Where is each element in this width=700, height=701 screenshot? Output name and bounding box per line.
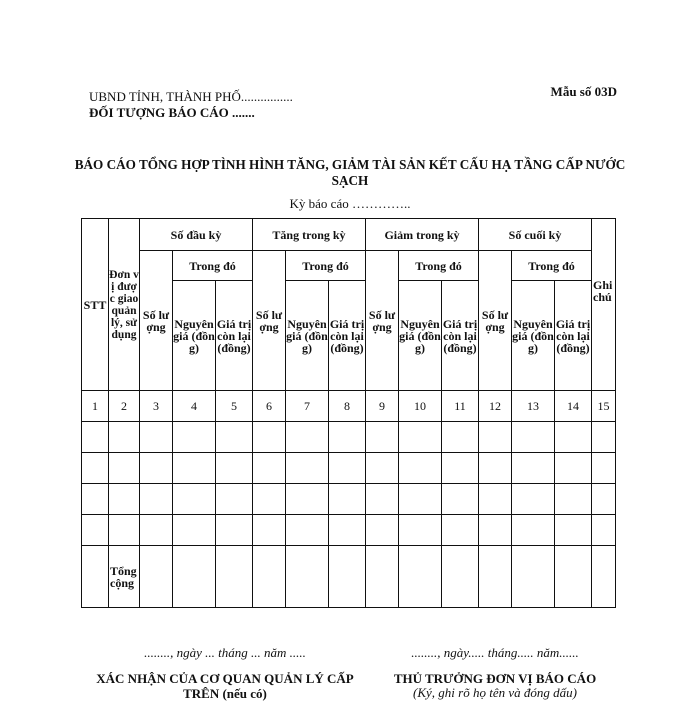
column-number: 10	[399, 391, 442, 422]
col-header-remaining-value-3: Giá trị còn lại (đồng)	[442, 281, 479, 391]
subheader-of-which-2: Trong đó	[286, 251, 366, 281]
column-number: 6	[253, 391, 286, 422]
subheader-of-which-4: Trong đó	[512, 251, 592, 281]
col-header-quantity-1: Số lượng	[140, 251, 173, 391]
col-header-note: Ghi chú	[592, 219, 616, 391]
total-label: Tổng cộng	[109, 546, 140, 608]
head-of-unit-title: THỦ TRƯỞNG ĐƠN VỊ BÁO CÁO	[393, 671, 597, 686]
form-number: Mẫu số 03D	[550, 84, 617, 99]
header-row-subgroups	[82, 251, 616, 281]
group-header-decrease: Giảm trong kỳ	[366, 219, 479, 251]
col-header-original-price-1: Nguyên giá (đồng)	[173, 281, 216, 391]
column-number: 11	[442, 391, 479, 422]
column-number: 12	[479, 391, 512, 422]
total-row	[82, 546, 616, 608]
col-header-quantity-2: Số lượng	[253, 251, 286, 391]
col-header-unit: Đơn vị được giao quản lý, sử dụng	[109, 219, 140, 391]
supervisor-date-line: ........, ngày ... tháng ... năm .....	[144, 645, 306, 660]
col-header-original-price-3: Nguyên giá (đồng)	[399, 281, 442, 391]
org-header	[89, 89, 293, 121]
col-header-remaining-value-2: Giá trị còn lại (đồng)	[329, 281, 366, 391]
col-header-quantity-3: Số lượng	[366, 251, 399, 391]
table-row	[82, 453, 616, 484]
column-number: 9	[366, 391, 399, 422]
column-number: 13	[512, 391, 555, 422]
column-number: 7	[286, 391, 329, 422]
col-header-stt: STT	[82, 219, 109, 391]
col-header-original-price-4: Nguyên giá (đồng)	[512, 281, 555, 391]
report-period: Kỳ báo cáo …………..	[289, 196, 411, 211]
report-subject-line: ĐỐI TƯỢNG BÁO CÁO .......	[89, 105, 255, 120]
head-date-line: ........, ngày..... tháng..... năm......	[411, 645, 579, 660]
col-header-original-price-2: Nguyên giá (đồng)	[286, 281, 329, 391]
column-number: 1	[82, 391, 109, 422]
head-signature-block	[370, 645, 620, 700]
subheader-of-which-1: Trong đó	[173, 251, 253, 281]
signature-instruction: (Ký, ghi rõ họ tên và đóng dấu)	[413, 685, 577, 700]
subheader-of-which-3: Trong đó	[399, 251, 479, 281]
report-title: BÁO CÁO TỔNG HỢP TÌNH HÌNH TĂNG, GIẢM TÀI SẢN KẾT CẤU HẠ TẦNG CẤP NƯỚC SẠCH	[74, 157, 626, 188]
group-header-closing: Số cuối kỳ	[479, 219, 592, 251]
asset-summary-table	[81, 218, 616, 608]
column-number: 14	[555, 391, 592, 422]
group-header-increase: Tăng trong kỳ	[253, 219, 366, 251]
table-row	[82, 484, 616, 515]
column-number: 3	[140, 391, 173, 422]
table-row	[82, 422, 616, 453]
column-number: 4	[173, 391, 216, 422]
col-header-remaining-value-4: Giá trị còn lại (đồng)	[555, 281, 592, 391]
column-number: 8	[329, 391, 366, 422]
column-number: 2	[109, 391, 140, 422]
table-row	[82, 515, 616, 546]
org-line: UBND TỈNH, THÀNH PHỐ................	[89, 89, 293, 104]
col-header-quantity-4: Số lượng	[479, 251, 512, 391]
supervisor-signature-block	[95, 645, 355, 701]
col-header-remaining-value-1: Giá trị còn lại (đồng)	[216, 281, 253, 391]
header-row-groups	[82, 219, 616, 251]
group-header-opening: Số đầu kỳ	[140, 219, 253, 251]
column-number-row	[82, 391, 616, 422]
supervisor-confirmation-title: XÁC NHẬN CỦA CƠ QUAN QUẢN LÝ CẤP TRÊN (nếu có)	[96, 671, 354, 701]
column-number: 15	[592, 391, 616, 422]
column-number: 5	[216, 391, 253, 422]
